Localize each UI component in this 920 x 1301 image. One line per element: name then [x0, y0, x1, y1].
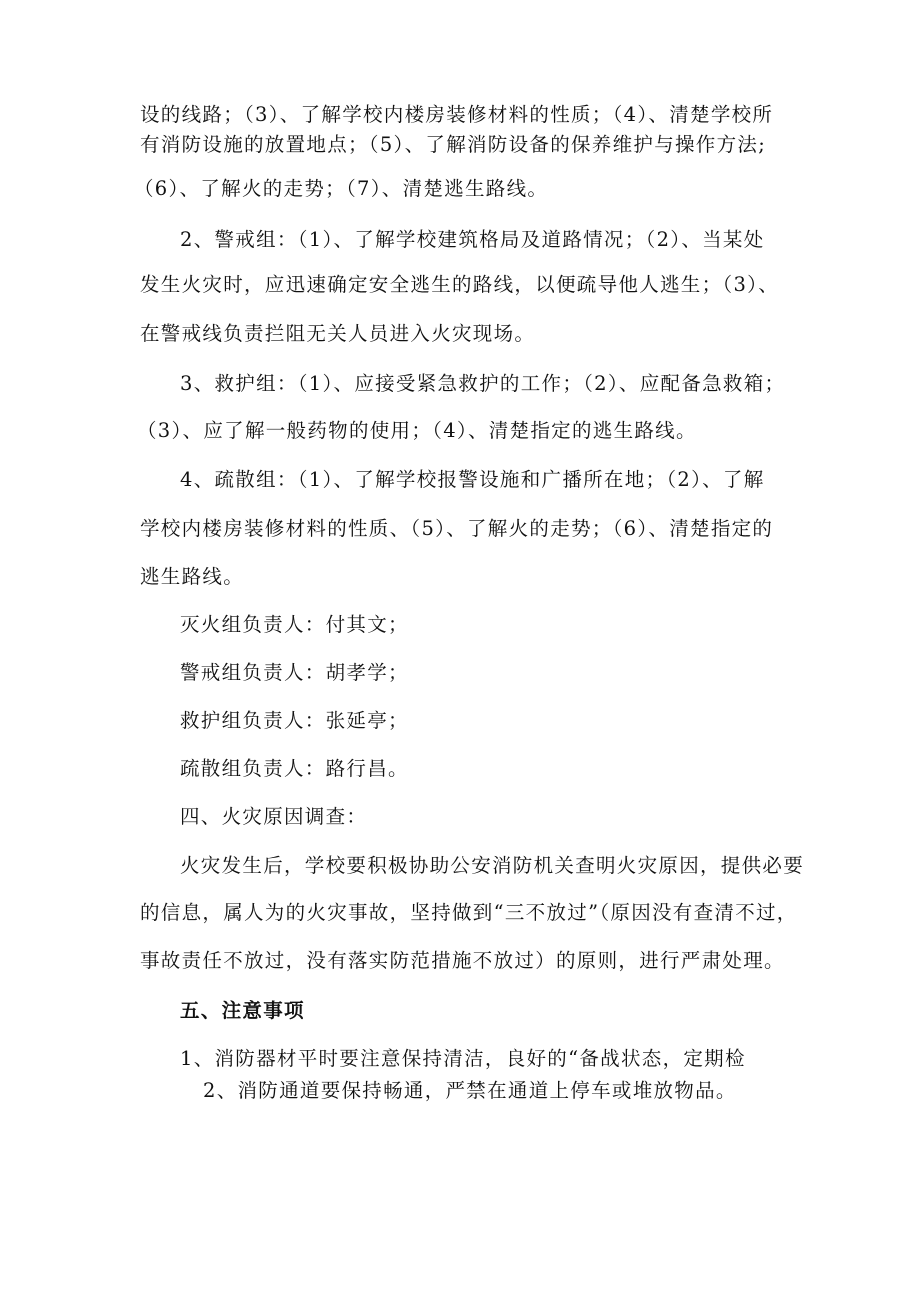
text-line: 疏散组负责人：路行昌。 — [180, 757, 409, 780]
text-line: 的信息，属人为的火灾事故，坚持做到“三不放过”（原因没有查清不过， — [140, 901, 798, 924]
text-line: 有消防设施的放置地点；（5）、了解消防设备的保养维护与操作方法; — [140, 133, 767, 156]
text-line: 逃生路线。 — [140, 565, 245, 588]
text-line: 2、消防通道要保持畅通，严禁在通道上停车或堆放物品。 — [203, 1079, 737, 1102]
text-line: 4、疏散组：（1）、了解学校报警设施和广播所在地；（2）、了解 — [180, 468, 765, 491]
text-line: 发生火灾时，应迅速确定安全逃生的路线，以便疏导他人逃生；（3）、 — [140, 273, 780, 296]
text-line: 救护组负责人：张延亭； — [180, 709, 409, 732]
text-line: 学校内楼房装修材料的性质、（5）、了解火的走势；（6）、清楚指定的 — [140, 517, 774, 540]
text-line: 警戒组负责人：胡孝学； — [180, 661, 409, 684]
text-line: （3）、应了解一般药物的使用；（4）、清楚指定的逃生路线。 — [137, 419, 697, 442]
text-line: 1、消防器材平时要注意保持清洁，良好的“备战状态，定期检 — [180, 1047, 746, 1070]
section-heading: 五、注意事项 — [180, 999, 305, 1022]
text-line: 在警戒线负责拦阻无关人员进入火灾现场。 — [140, 322, 536, 345]
text-line: 事故责任不放过，没有落实防范措施不放过）的原则，进行严肃处理。 — [140, 949, 785, 972]
text-line: 3、救护组：（1）、应接受紧急救护的工作；（2）、应配备急救箱； — [180, 372, 786, 395]
section-heading: 四、火灾原因调查： — [180, 805, 368, 828]
text-line: 火灾发生后，学校要积极协助公安消防机关查明火灾原因，提供必要 — [180, 854, 805, 877]
text-line: 2、警戒组：（1）、了解学校建筑格局及道路情况；（2）、当某处 — [180, 228, 765, 251]
text-line: 设的线路；（3）、了解学校内楼房装修材料的性质；（4）、清楚学校所 — [140, 103, 774, 126]
text-line: （6）、了解火的走势；（7）、清楚逃生路线。 — [134, 177, 549, 200]
text-line: 灭火组负责人：付其文； — [180, 613, 409, 636]
